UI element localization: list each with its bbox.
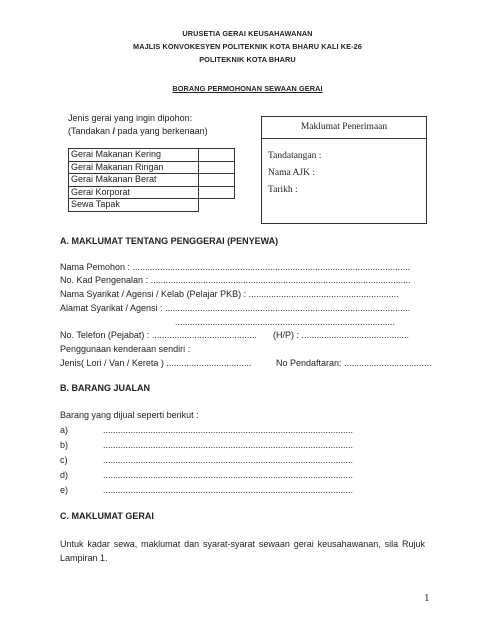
item-field[interactable]: .................................................................................................... [103, 440, 354, 450]
vehicle-type-field[interactable]: Jenis( Lori / Van / Kereta ) .................................. [60, 358, 252, 368]
stall-options-table [68, 148, 235, 212]
stall-option-row [69, 186, 235, 199]
receipt-ajk-name: Nama AJK : [268, 168, 315, 178]
receipt-date: Tarikh : [268, 185, 298, 195]
mobile-phone-field[interactable]: (H/P) : ........................................... [273, 330, 410, 340]
receipt-signature: Tandatangan : [268, 151, 322, 161]
stall-option-label: Gerai Makanan Kering [69, 149, 199, 162]
item-label: e) [60, 485, 69, 495]
company-address-field[interactable]: Alamat Syarikat / Agensi : .................................................................................................. [60, 303, 411, 313]
section-a-heading: A. MAKLUMAT TENTANG PENGGERAI (PENYEWA) [60, 236, 279, 246]
receipt-box-title: Maklumat Penerimaan [262, 117, 426, 139]
stall-option-row [69, 149, 235, 162]
page-number: 1 [424, 592, 430, 604]
tick-mark: / [112, 126, 116, 136]
header-line-1: URUSETIA GERAI KEUSAHAWANAN [182, 29, 313, 38]
item-label: b) [60, 440, 69, 450]
item-label: c) [60, 455, 68, 465]
stall-option-label: Gerai Makanan Berat [69, 174, 199, 187]
stall-type-question: Jenis gerai yang ingin dipohon: [68, 113, 193, 123]
section-c-heading: C. MAKLUMAT GERAI [60, 511, 154, 521]
stall-option-checkbox[interactable] [199, 149, 235, 162]
company-address-line2[interactable]: ........................................................................................ [175, 317, 396, 327]
receipt-box [261, 116, 427, 224]
item-label: a) [60, 425, 69, 435]
own-vehicle-label: Penggunaan kenderaan sendiri : [60, 344, 191, 354]
company-name-field[interactable]: Nama Syarikat / Agensi / Kelab (Pelajar PKB) : ............................................................ [60, 289, 399, 299]
office-phone-field[interactable]: No. Telefon (Pejabat) : .......................................... [60, 330, 257, 340]
stall-option-checkbox[interactable] [199, 186, 235, 199]
applicant-name-field[interactable]: Nama Pemohon : ............................................................................................................... [60, 262, 411, 272]
registration-field[interactable]: No Pendaftaran: ................................... [276, 358, 432, 368]
stall-option-label: Gerai Makanan Ringan [69, 161, 199, 174]
item-field[interactable]: .................................................................................................... [103, 425, 354, 435]
header-line-2: MAJLIS KONVOKESYEN POLITEKNIK KOTA BHARU KALI KE-26 [133, 42, 362, 51]
stall-option-checkbox[interactable] [199, 161, 235, 174]
items-intro: Barang yang dijual seperti berikut : [60, 410, 199, 420]
item-field[interactable]: .................................................................................................... [103, 485, 354, 495]
tick-instruction-prefix: (Tandakan [68, 126, 113, 136]
stall-option-label: Gerai Korporat [69, 186, 199, 199]
item-field[interactable]: .................................................................................................... [103, 455, 354, 465]
stall-option-label: Sewa Tapak [69, 199, 199, 212]
stall-option-checkbox[interactable] [199, 174, 235, 187]
header-line-3: POLITEKNIK KOTA BHARU [199, 55, 296, 64]
stall-info-text-line2: Lampiran 1. [60, 553, 108, 563]
tick-instruction-suffix: pada yang berkenaan) [115, 126, 208, 136]
item-label: d) [60, 470, 69, 480]
tick-instruction [68, 126, 208, 136]
section-b-heading: B. BARANG JUALAN [60, 383, 150, 393]
stall-info-text-line1: Untuk kadar sewa, maklumat dan syarat-syarat sewaan gerai keusahawanan, sila Rujuk [60, 539, 425, 549]
ic-number-field[interactable]: No. Kad Pengenalan : ........................................................................................................ [60, 275, 411, 285]
stall-option-empty [199, 199, 235, 212]
form-title: BORANG PERMOHONAN SEWAAN GERAI [172, 84, 323, 93]
stall-option-row [69, 174, 235, 187]
stall-option-row [69, 199, 235, 212]
stall-option-row [69, 161, 235, 174]
item-field[interactable]: .................................................................................................... [103, 470, 354, 480]
